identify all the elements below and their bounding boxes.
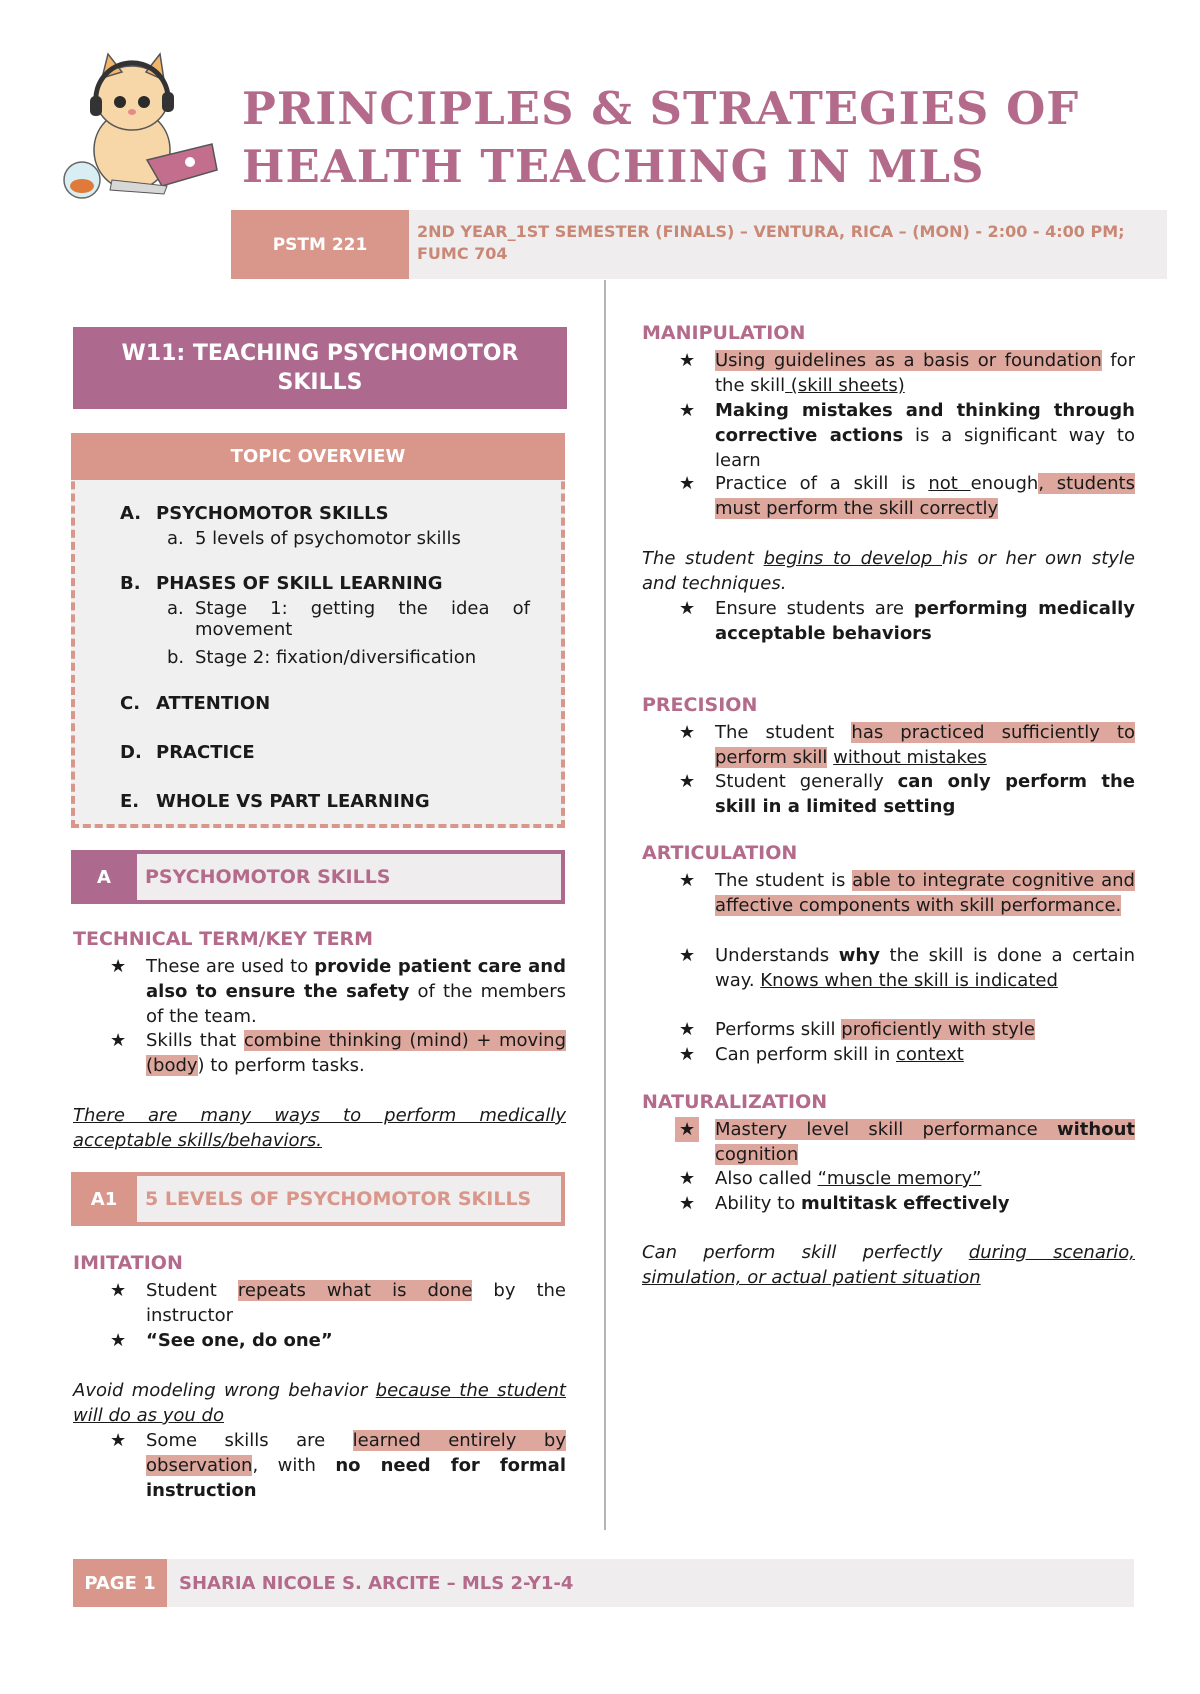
articulation-heading: ARTICULATION <box>642 842 798 864</box>
articulation-bullet-3: ★ Performs skill proficiently with style <box>679 1019 1035 1040</box>
technical-term-heading: TECHNICAL TERM/KEY TERM <box>73 928 374 950</box>
overview-item-a: A. PSYCHOMOTOR SKILLS <box>120 503 389 524</box>
manipulation-bullet-2: ★ Making mistakes and thinking through corrective actions is a significant way to learn <box>679 400 1136 471</box>
cat-with-headphones-laptop-icon <box>52 40 222 205</box>
articulation-bullet-1: ★ The student is able to integrate cognitive and affective components with skill performance. <box>679 870 1135 916</box>
section-banner-a1: A1 5 LEVELS OF PSYCHOMOTOR SKILLS <box>71 1172 565 1226</box>
course-info: 2ND YEAR_1ST SEMESTER (FINALS) – VENTURA, RICA – (MON) - 2:00 - 4:00 PM; FUMC 704 <box>409 210 1167 279</box>
document-title-line-1: PRINCIPLES & STRATEGIES OF <box>242 82 1080 135</box>
manipulation-bullet-4: ★ Ensure students are performing medically acceptable behaviors <box>679 598 1136 644</box>
overview-item-d: D. PRACTICE <box>120 742 255 763</box>
section-banner-a: A PSYCHOMOTOR SKILLS <box>71 850 565 904</box>
manipulation-bullet-1: ★ Using guidelines as a basis or foundation for the skill (skill sheets) <box>679 350 1135 396</box>
precision-heading: PRECISION <box>642 694 758 716</box>
naturalization-heading: NATURALIZATION <box>642 1091 828 1113</box>
topic-overview-box <box>71 433 565 828</box>
overview-item-c: C. ATTENTION <box>120 693 271 714</box>
manipulation-bullet-3: ★ Practice of a skill is not enough, students must perform the skill correctly <box>679 473 1135 519</box>
column-divider <box>604 280 606 1530</box>
manipulation-note: The student begins to develop his or her own style and techniques. <box>642 548 1135 594</box>
imitation-note: Avoid modeling wrong behavior because the student will do as you do <box>73 1380 566 1426</box>
articulation-bullet-2: ★ Understands why the skill is done a certain way. Knows when the skill is indicated <box>679 945 1135 991</box>
technical-bullet-2: ★ Skills that combine thinking (mind) + moving (body) to perform tasks. <box>110 1030 567 1076</box>
week-title: W11: TEACHING PSYCHOMOTOR SKILLS <box>73 327 567 409</box>
manipulation-heading: MANIPULATION <box>642 322 806 344</box>
imitation-heading: IMITATION <box>73 1252 183 1274</box>
overview-subitem-b-a: a. Stage 1: getting the idea of movement <box>167 598 530 640</box>
imitation-bullet-3: ★ Some skills are learned entirely by observation, with no need for formal instruction <box>110 1430 566 1501</box>
precision-bullet-2: ★ Student generally can only perform the skill in a limited setting <box>679 771 1135 817</box>
imitation-bullet-1: ★ Student repeats what is done by the instructor <box>110 1280 567 1326</box>
naturalization-bullet-1: ★ Mastery level skill performance without cognition <box>715 1117 1135 1167</box>
overview-item-b: B. PHASES OF SKILL LEARNING <box>120 573 443 594</box>
imitation-bullet-2: ★ “See one, do one” <box>110 1330 333 1351</box>
overview-subitem-a-a: a. 5 levels of psychomotor skills <box>167 528 461 549</box>
technical-note: There are many ways to perform medically acceptable skills/behaviors. <box>73 1105 566 1151</box>
overview-subitem-b-b: b. Stage 2: fixation/diversification <box>167 647 477 668</box>
course-code: PSTM 221 <box>231 210 409 279</box>
precision-bullet-1: ★ The student has practiced sufficiently to perform skill without mistakes <box>679 722 1135 768</box>
overview-item-e: E. WHOLE VS PART LEARNING <box>120 791 430 812</box>
articulation-bullet-4: ★ Can perform skill in context <box>679 1044 964 1065</box>
topic-overview-heading: TOPIC OVERVIEW <box>71 433 565 480</box>
technical-bullet-1: ★ These are used to provide patient care and also to ensure the safety of the members of the team. <box>110 956 567 1027</box>
naturalization-bullet-2: ★ Also called “muscle memory” <box>679 1168 982 1189</box>
author-footer: SHARIA NICOLE S. ARCITE – MLS 2-Y1-4 <box>167 1559 1134 1607</box>
naturalization-bullet-3: ★ Ability to multitask effectively <box>679 1193 1010 1214</box>
naturalization-note: Can perform skill perfectly during scenario, simulation, or actual patient situation <box>642 1242 1135 1288</box>
document-title-line-2: HEALTH TEACHING IN MLS <box>242 140 985 193</box>
page-number: PAGE 1 <box>73 1559 167 1607</box>
